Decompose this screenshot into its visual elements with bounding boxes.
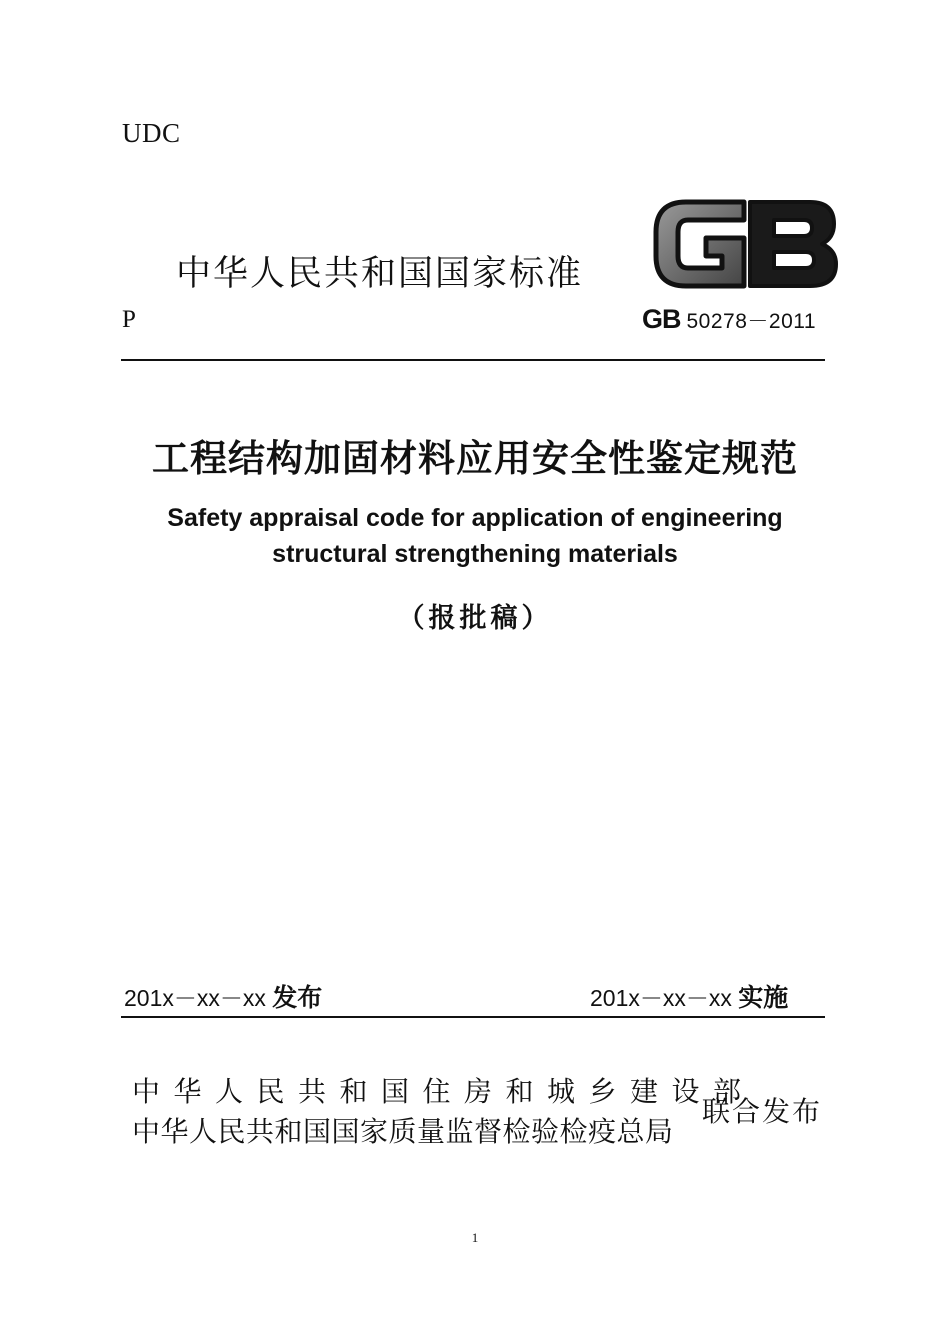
- title-english-line1: Safety appraisal code for application of engineering: [167, 504, 783, 532]
- standard-code: 50278－2011: [686, 310, 817, 333]
- publisher-aqsiq: 中华人民共和国国家质量监督检验检疫总局: [132, 1115, 674, 1148]
- title-english: [0, 500, 950, 572]
- implement-date-block: [590, 978, 788, 1014]
- national-standard-heading: 中华人民共和国国家标准: [176, 254, 584, 294]
- header-divider: [121, 359, 825, 361]
- gb-logo-b: [750, 202, 836, 286]
- title-chinese: 工程结构加固材料应用安全性鉴定规范: [152, 436, 798, 480]
- page-number: 1: [471, 1230, 479, 1245]
- gb-logo-text: GB: [652, 194, 654, 195]
- standard-number: [642, 304, 816, 335]
- issue-date-block: [124, 978, 322, 1014]
- joint-publish-label: 联合发布: [702, 1095, 823, 1128]
- standard-prefix: GB: [642, 304, 681, 334]
- draft-status: （报批稿）: [397, 603, 553, 634]
- issue-date: 201x－xx－xx: [124, 985, 266, 1011]
- category-code: P: [122, 306, 136, 333]
- publisher-mohurd: 中华人民共和国住房和城乡建设部: [132, 1075, 755, 1108]
- title-english-line2: structural strengthening materials: [272, 540, 678, 568]
- date-divider: [121, 1016, 825, 1018]
- gb-logo: [652, 194, 840, 294]
- implement-label: 实施: [738, 983, 789, 1012]
- udc-label: UDC: [122, 118, 181, 148]
- implement-date: 201x－xx－xx: [590, 985, 732, 1011]
- issue-label: 发布: [272, 983, 323, 1012]
- gb-logo-g: [656, 202, 744, 286]
